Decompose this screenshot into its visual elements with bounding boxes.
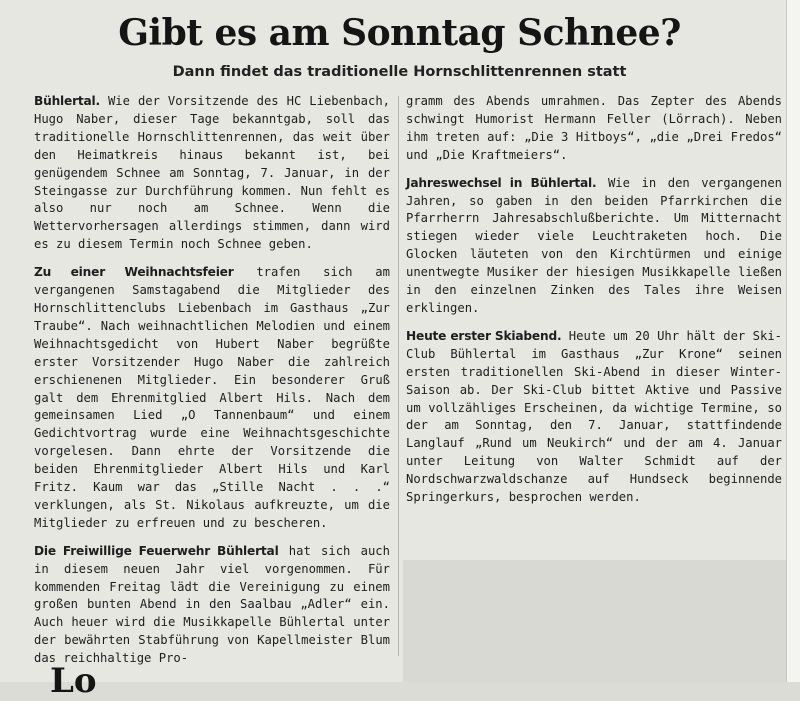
paragraph-text: gramm des Abends umrahmen. Das Zepter des Abends schwingt Humorist Hermann Feller (Lörrach). Neben ihm treten auf: „Die 3 Hitboys“, „die „Drei Fredos“ und „Die Kraftmeiers“. xyxy=(406,94,782,162)
paragraph-text: Wie der Vorsitzende des HC Liebenbach, Hugo Naber, dieser Tage bekanntgab, soll das traditionelle Hornschlittenrennen, das weit über den Heimatkreis hinaus bekannt ist, bei genügendem Schnee am Sonntag, 7. Januar, in der Steingasse zur Durchführung kommen. Nun fehlt es also nur noch am Schnee. Wenn die Wettervorhersagen allerdings stimmen, dann wird es zu diesem Termin noch Schnee geben. xyxy=(34,94,390,252)
next-article-headline-fragment: Lo xyxy=(50,661,97,701)
paragraph-lead: Zu einer Weihnachtsfeier xyxy=(34,265,234,280)
column-divider xyxy=(398,96,399,656)
paragraph-text: Wie in den vergangenen Jahren, so gaben in den beiden Pfarrkirchen die Pfarrherrn Jahresabschlußberichte. Um Mitternacht stiegen wieder viele Leuchtraketen hoch. Die Glocken läuteten von den Kirchtürmen und einige unentwegte Musiker der hiesigen Musikkapelle ließen in den einzelnen Zinken des Tales ihre Weisen erklingen. xyxy=(406,175,783,315)
paragraph-continuation xyxy=(406,93,782,165)
paragraph-text: Heute um 20 Uhr hält der Ski-Club Bühlertal im Gasthaus „Zur Krone“ seinen ersten traditionellen Ski-Abend in dieser Winter-Saison ab. Der Ski-Club bittet Aktive und Passive um vollzähliges Erscheinen, da wichtige Termine, so der am Sonntag, den 7. Januar, stattfindende Langlauf „Rund um Neukirch“ und der am 4. Januar unter Leitung von Walter Schmidt auf der Nordschwarzwaldschanze auf Hundseck beginnende Springerkurs, besprochen werden. xyxy=(406,328,783,505)
right-column xyxy=(406,93,782,517)
paragraph-lead: Die Freiwillige Feuerwehr Bühlertal xyxy=(34,543,279,558)
paragraph-lead: Bühlertal. xyxy=(34,94,100,108)
paragraph-hornschlittenrennen xyxy=(34,93,390,254)
paragraph-text: hat sich auch in diesem neuen Jahr viel vorgenommen. Für kommenden Freitag lädt die Vereinigung zu einem großen bunten Abend in den Saalbau „Adler“ ein. Auch heuer wird die Musikkapelle Bühlertal unter der bewährten Stabführung von Kapellmeister Blum das reichhaltige Pro- xyxy=(34,543,390,666)
paragraph-skiabend xyxy=(406,328,782,507)
article-subheadline: Dann findet das traditionelle Hornschlittenrennen statt xyxy=(172,64,627,80)
paragraph-text: trafen sich am vergangenen Samstagabend die Mitglieder des Hornschlittenclubs Liebenbach im Gasthaus „Zur Traube“. Nach weihnachtlichen Melodien und einem Weihnachtsgedicht von Hubert Naber begrüßte erster Vorsitzender Hugo Naber die zahlreich erschienenen Mitglieder. Ein besonderer Gruß galt dem Ehrenmitglied Albert Hils. Nach dem gemeinsamen Lied „O Tannenbaum“ und einem Gedichtvortrag wurde eine Weihnachtsgeschichte vorgelesen. Dann ehrte der Vorsitzende die beiden Ehrenmitglieder Albert Hils und Karl Fritz. Kaum war das „Stille Nacht . . .“ verklungen, als St. Nikolaus aufkreuzte, um die Mitglieder zu erfreuen und zu bescheren. xyxy=(34,265,390,530)
paragraph-weihnachtsfeier xyxy=(34,264,390,533)
paragraph-lead: Jahreswechsel in Bühlertal. xyxy=(406,175,597,190)
empty-page-area xyxy=(403,560,799,682)
left-column xyxy=(34,93,390,678)
page-edge-strip xyxy=(786,0,800,682)
paragraph-jahreswechsel xyxy=(406,175,782,318)
paragraph-feuerwehr xyxy=(34,543,390,668)
paragraph-lead: Heute erster Skiabend. xyxy=(406,328,562,343)
article-headline: Gibt es am Sonntag Schnee? xyxy=(118,12,681,54)
